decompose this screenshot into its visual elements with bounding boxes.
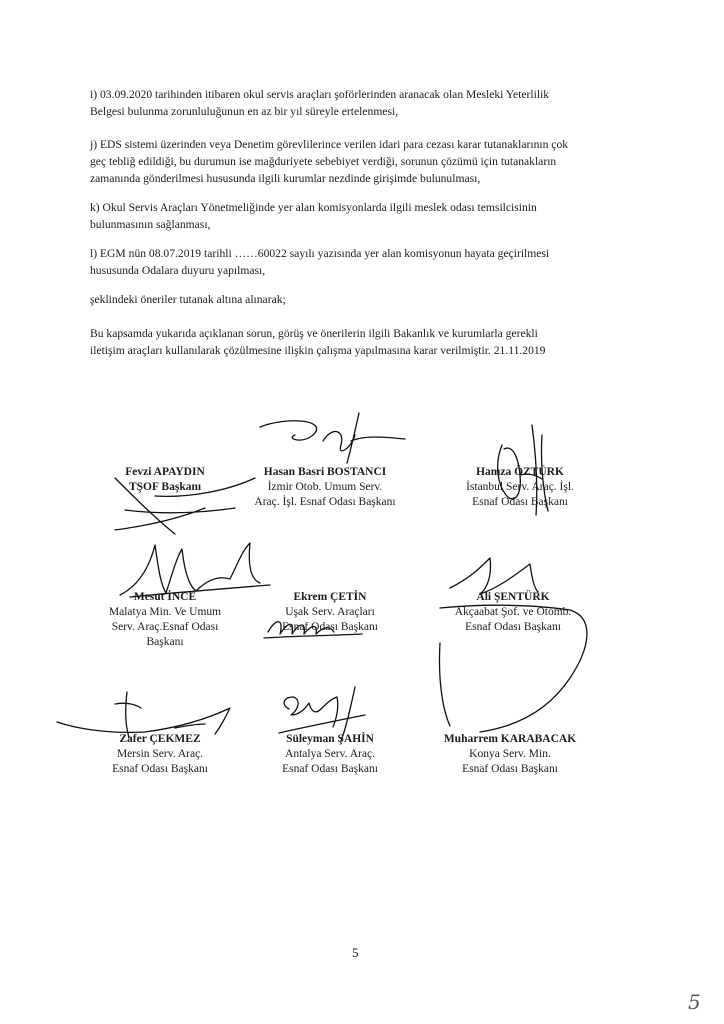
signatory-name: Zafer ÇEKMEZ: [119, 733, 201, 745]
signatory-title: Araç. İşl. Esnaf Odası Başkanı: [254, 496, 396, 508]
signatory-sahin: [260, 732, 400, 777]
paragraph-line: k) Okul Servis Araçları Yönetmeliğinde yer alan komisyonlarda ilgili meslek odası temsilcisinin: [90, 201, 537, 214]
paragraph-line: Belgesi bulunma zorunluluğunun en az bir yıl süreyle ertelenmesi,: [90, 105, 399, 118]
signatory-name: Hasan Basri BOSTANCI: [263, 466, 387, 478]
signatory-title: Esnaf Odası Başkanı: [465, 621, 561, 633]
signatory-title: Esnaf Odası Başkanı: [462, 763, 558, 775]
paragraph-i: [90, 86, 650, 120]
page-number: 5: [352, 945, 359, 960]
signatory-title: Esnaf Odası Başkanı: [282, 621, 378, 633]
paragraph-line: Bu kapsamda yukarıda açıklanan sorun, görüş ve önerilerin ilgili Bakanlık ve kurumlarla gerekli: [90, 327, 538, 340]
signatory-cekmez: [90, 732, 230, 777]
paragraph-decision: [90, 325, 650, 359]
signatory-name: Fevzi APAYDIN: [125, 466, 205, 478]
handwritten-page-mark: 5: [688, 990, 701, 1014]
paragraph-line: şeklindeki öneriler tutanak altına alınarak;: [90, 293, 286, 306]
signatory-title: Serv. Araç.Esnaf Odası: [111, 621, 219, 633]
signatory-name: Mesut İNCE: [133, 591, 197, 603]
signatory-ozturk: [440, 465, 600, 510]
paragraph-k: [90, 199, 650, 233]
paragraph-conclusion: [90, 291, 650, 308]
signatory-title: İstanbul Serv. Araç. İşl.: [466, 481, 574, 493]
signatory-name: Ekrem ÇETİN: [293, 591, 367, 603]
paragraph-l: [90, 245, 650, 279]
signatory-title: Akçaabat Şof. ve Otomb.: [454, 606, 572, 618]
paragraph-line: j) EDS sistemi üzerinden veya Denetim görevlilerince verilen idari para cezası karar tutanaklarının çok: [90, 138, 569, 151]
signatory-title: Esnaf Odası Başkanı: [472, 496, 568, 508]
signatory-title: Malatya Min. Ve Umum: [108, 606, 222, 618]
signatory-title: TŞOF Başkanı: [128, 481, 202, 493]
paragraph-j: [90, 136, 650, 187]
signatory-title: Konya Serv. Min.: [469, 748, 551, 760]
signature-senturk: [420, 548, 600, 738]
signatory-name: Hamza ÖZTÜRK: [476, 466, 564, 478]
signatory-cetin: [255, 590, 405, 635]
signatory-title: Esnaf Odası Başkanı: [112, 763, 208, 775]
signatory-apaydin: [95, 465, 235, 495]
paragraph-line: l) EGM nün 08.07.2019 tarihli ……60022 sayılı yazısında yer alan komisyonun hayata geçirilmesi: [90, 247, 550, 260]
paragraph-line: iletişim araçları kullanılarak çözülmesine ilişkin çalışma yapılmasına karar verilmiştir. 21.11.2019: [90, 344, 546, 357]
signatory-title: Esnaf Odası Başkanı: [282, 763, 378, 775]
signatory-senturk: [428, 590, 598, 635]
signatory-karabacak: [420, 732, 600, 777]
signatory-title: Antalya Serv. Araç.: [285, 748, 375, 760]
signatory-ince: [100, 590, 230, 650]
signatory-bostanci: [235, 465, 415, 510]
signatory-title: İzmir Otob. Umum Serv.: [267, 481, 383, 493]
signatory-title: Mersin Serv. Araç.: [116, 748, 204, 760]
signatory-title: Uşak Serv. Araçları: [285, 606, 375, 618]
signatory-name: Süleyman ŞAHİN: [286, 733, 374, 745]
paragraph-line: zamanında gönderilmesi hususunda ilgili kurumlar nezdinde girişimde bulunulması,: [90, 172, 481, 185]
signatory-title: Başkanı: [146, 636, 184, 648]
paragraph-line: geç tebliğ edildiği, bu durumun ise mağduriyete sebebiyet verdiği, sorunun çözümü için tutanakların: [90, 155, 557, 168]
paragraph-line: i) 03.09.2020 tarihinden itibaren okul servis araçları şoförlerinden aranacak olan Mesleki Yeterlilik: [90, 88, 550, 101]
signatory-name: Ali ŞENTÜRK: [476, 591, 550, 603]
paragraph-line: hususunda Odalara duyuru yapılması,: [90, 264, 266, 277]
paragraph-line: bulunmasının sağlanması,: [90, 218, 211, 231]
signatory-name: Muharrem KARABACAK: [443, 733, 577, 745]
signature-bostanci: [255, 405, 415, 465]
